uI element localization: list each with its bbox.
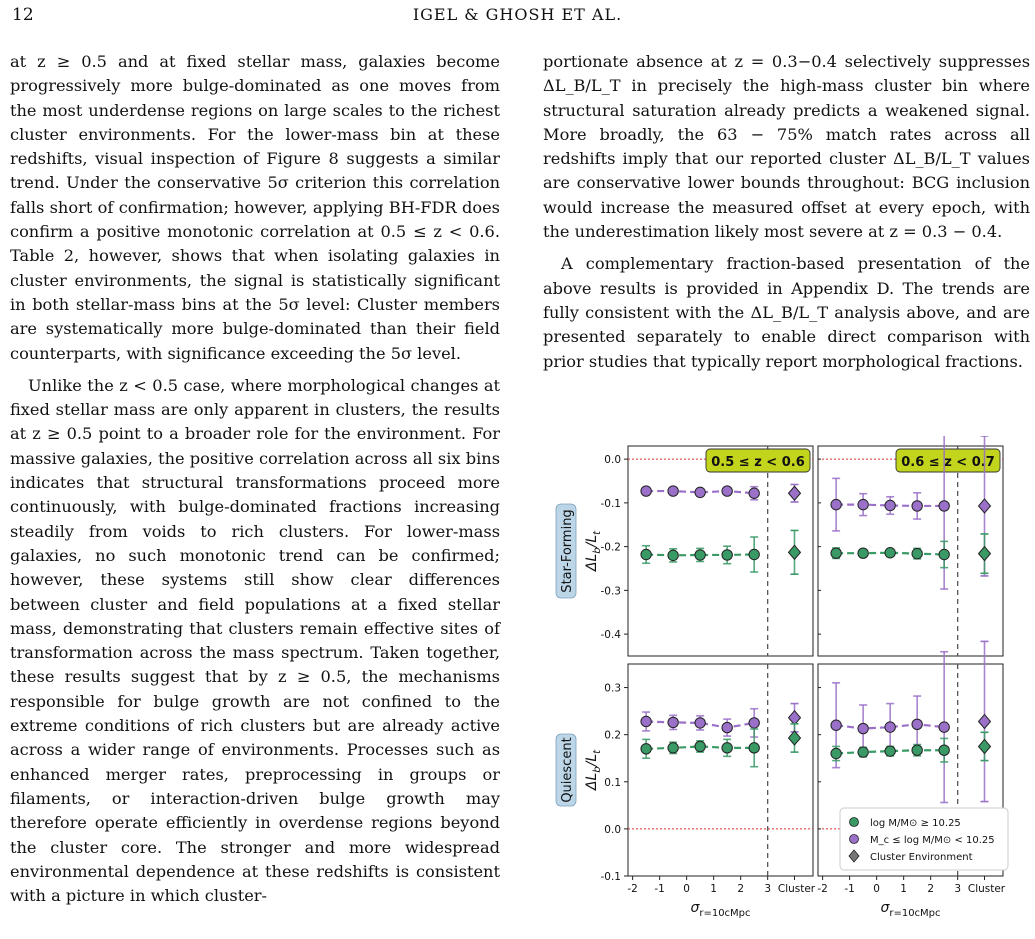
running-head: IGEL & GHOSH ET AL. xyxy=(412,5,623,24)
data-point xyxy=(912,719,922,729)
data-point xyxy=(695,487,705,497)
panel-frame xyxy=(628,446,813,656)
y-axis-label xyxy=(584,749,603,791)
y-tick-label: -0.4 xyxy=(600,629,621,642)
data-point xyxy=(885,746,895,756)
data-point xyxy=(885,500,895,510)
data-point xyxy=(885,722,895,732)
y-tick-label: -0.1 xyxy=(600,871,621,883)
legend-label: Cluster Environment xyxy=(870,852,973,863)
data-point xyxy=(858,499,868,509)
x-tick-label: -1 xyxy=(844,883,855,895)
x-tick-label: 1 xyxy=(900,883,907,895)
data-point xyxy=(939,501,949,511)
y-tick-label: 0.2 xyxy=(604,729,621,742)
y-tick-label: -0.1 xyxy=(600,497,621,510)
data-point xyxy=(831,720,841,730)
data-point xyxy=(722,486,732,496)
x-tick-label: 2 xyxy=(927,883,935,895)
data-point xyxy=(831,748,841,758)
x-tick-label-cluster: Cluster xyxy=(967,883,1006,895)
row-label xyxy=(556,734,576,806)
data-point xyxy=(722,550,732,560)
y-tick-label: 0.0 xyxy=(604,823,621,836)
data-point xyxy=(858,747,868,757)
x-axis-label: $\sigma_{r=10cMpc}$ xyxy=(690,900,751,919)
data-point xyxy=(831,499,841,509)
x-tick-label: 3 xyxy=(954,883,962,895)
x-tick-label: -1 xyxy=(654,883,665,895)
data-point xyxy=(912,501,922,511)
x-tick-label-cluster: Cluster xyxy=(777,883,816,895)
data-point xyxy=(668,486,678,496)
y-tick-label: -0.3 xyxy=(600,585,621,598)
data-point xyxy=(912,745,922,755)
row-label-text: Star-Forming xyxy=(560,509,575,593)
data-point xyxy=(939,722,949,732)
data-point xyxy=(858,723,868,733)
x-tick-label: 0 xyxy=(683,883,690,895)
data-point xyxy=(858,548,868,558)
x-tick-label: -2 xyxy=(627,883,638,895)
y-tick-label: 0.3 xyxy=(604,682,621,695)
data-point xyxy=(641,716,651,726)
redshift-badge-label: 0.6 ≤ z < 0.7 xyxy=(901,455,995,470)
y-axis-label-text: $\Delta L_b/L_t$ xyxy=(584,530,603,572)
legend-label: M_c ≤ log M/M⊙ < 10.25 xyxy=(870,835,995,846)
data-point xyxy=(939,549,949,559)
right-column xyxy=(543,50,1030,374)
paragraph: Unlike the z < 0.5 case, where morphological changes at fixed stellar mass are only apparent in clusters, the results at z ≥ 0.5 point to a broader role for the environment. For massive galaxies, the positive correlation across all six bins indicates that structural transformations proceed more continuously, with bulge-dominated fractions increasing steadily from voids to rich clusters. For lower-mass galaxies, no such monotonic trend can be confirmed; however, these systems still show clear differences between cluster and field populations at a fixed stellar mass, demonstrating that clusters remain effective sites of transformation across the mass spectrum. Taken together, these results suggest that by z ≥ 0.5, the mechanisms responsible for bulge growth are not confined to the extreme conditions of rich clusters but are already active across a wider range of environments. Processes such as enhanced merger rates, preprocessing in groups or filaments, or interaction-driven bulge growth may therefore operate efficiently in overdense regions beyond the cluster core. The stronger and more widespread environmental dependence at these redshifts is consistent with a picture in which cluster- xyxy=(10,375,500,906)
paragraph: portionate absence at z = 0.3−0.4 selectively suppresses ΔL_B/L_T in precisely the high-mass cluster bin where structural saturation already predicts a weakened signal. More broadly, the 63 − 75% match rates across all redshifts imply that our reported cluster ΔL_B/L_T values are conservative lower bounds throughout: BCG inclusion would increase the measured offset at every epoch, with the underestimation likely most severe at z = 0.3 − 0.4. xyxy=(543,52,1030,242)
row-label xyxy=(556,504,576,598)
y-axis-label xyxy=(584,530,603,572)
x-tick-label: 1 xyxy=(710,883,717,895)
data-point xyxy=(749,488,759,498)
page-number: 12 xyxy=(12,5,34,25)
data-point xyxy=(695,741,705,751)
redshift-badge-label: 0.5 ≤ z < 0.6 xyxy=(711,455,805,470)
data-point xyxy=(749,718,759,728)
x-tick-label: -2 xyxy=(817,883,828,895)
figure-chart xyxy=(548,436,1030,936)
legend-marker xyxy=(850,818,859,827)
x-axis-label: $\sigma_{r=10cMpc}$ xyxy=(880,900,941,919)
legend-label: log M/M⊙ ≥ 10.25 xyxy=(870,818,961,829)
data-point xyxy=(695,550,705,560)
y-tick-label: -0.2 xyxy=(600,541,621,554)
panel-frame xyxy=(818,446,1003,656)
x-tick-label: 3 xyxy=(764,883,772,895)
page-header xyxy=(0,0,1035,40)
data-point xyxy=(668,550,678,560)
data-point xyxy=(749,549,759,559)
legend-marker xyxy=(850,835,859,844)
x-tick-label: 0 xyxy=(873,883,880,895)
paragraph: A complementary fraction-based presentation of the above results is provided in Appendix D. The trends are fully consistent with the ΔL_B/L_T analysis above, and are presented separately to enable direct comparison with prior studies that typically report morphological fractions. xyxy=(543,254,1030,371)
y-tick-label: 0.0 xyxy=(604,454,621,467)
panel-frame xyxy=(628,664,813,876)
data-point xyxy=(722,743,732,753)
data-point xyxy=(912,548,922,558)
data-point xyxy=(749,743,759,753)
data-point xyxy=(831,548,841,558)
data-point xyxy=(695,718,705,728)
data-point xyxy=(668,743,678,753)
data-point xyxy=(641,549,651,559)
x-tick-label: 2 xyxy=(737,883,745,895)
data-point xyxy=(641,744,651,754)
data-point xyxy=(668,717,678,727)
y-axis-label-text: $\Delta L_b/L_t$ xyxy=(584,749,603,791)
data-point xyxy=(722,722,732,732)
data-point xyxy=(939,745,949,755)
row-label-text: Quiescent xyxy=(560,737,575,803)
data-point xyxy=(641,486,651,496)
y-tick-label: 0.1 xyxy=(604,776,621,789)
paragraph: at z ≥ 0.5 and at fixed stellar mass, galaxies become progressively more bulge-dominated as one moves from the most underdense regions on large scales to the richest cluster environments. For the lower-mass bin at these redshifts, visual inspection of Figure 8 suggests a similar trend. Under the conservative 5σ criterion this correlation falls short of confirmation; however, applying BH-FDR does confirm a positive monotonic correlation at 0.5 ≤ z < 0.6. Table 2, however, shows that when isolating galaxies in cluster environments, the signal is statistically significant in both stellar-mass bins at the 5σ level: Cluster members are systematically more bulge-dominated than their field counterparts, with significance exceeding the 5σ level. xyxy=(10,52,500,363)
data-point xyxy=(885,548,895,558)
left-column xyxy=(10,50,500,908)
